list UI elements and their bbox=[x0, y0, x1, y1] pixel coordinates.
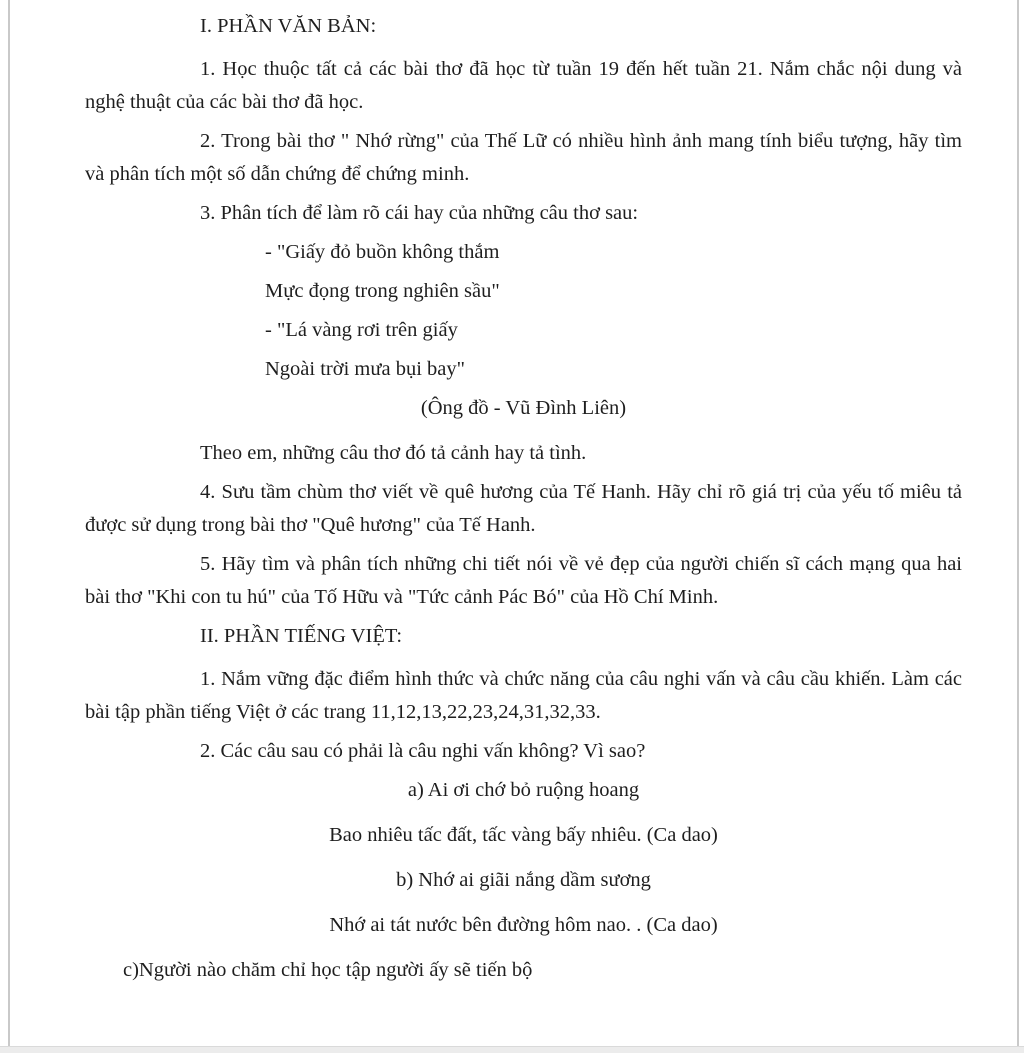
section-heading-tieng-viet: II. PHẦN TIẾNG VIỆT: bbox=[200, 625, 403, 647]
section-heading-van-ban: I. PHẦN VĂN BẢN: bbox=[200, 15, 377, 37]
poem-line-4: Ngoài trời mưa bụi bay" bbox=[265, 358, 465, 380]
tieng-viet-item-1: 1. Nắm vững đặc điểm hình thức và chức năng của câu nghi vấn và câu cầu khiến. Làm các bài tập phần tiếng Việt ở các trang 11,12,13,22,23,24,31,32,33. bbox=[85, 668, 962, 723]
example-b-line-1: b) Nhớ ai giãi nắng dầm sương bbox=[396, 869, 651, 891]
task-item-1: 1. Học thuộc tất cả các bài thơ đã học từ tuần 19 đến hết tuần 21. Nắm chắc nội dung và nghệ thuật của các bài thơ đã học. bbox=[85, 58, 962, 113]
example-b-line-2: Nhớ ai tát nước bên đường hôm nao. . (Ca dao) bbox=[329, 914, 718, 936]
poem-line-3: - "Lá vàng rơi trên giấy bbox=[265, 319, 458, 341]
tieng-viet-item-2: 2. Các câu sau có phải là câu nghi vấn không? Vì sao? bbox=[200, 740, 646, 762]
example-a-line-2: Bao nhiêu tấc đất, tấc vàng bấy nhiêu. (Ca dao) bbox=[329, 824, 718, 846]
example-a-line-1: a) Ai ơi chớ bỏ ruộng hoang bbox=[407, 779, 640, 801]
poem-attribution: (Ông đồ - Vũ Đình Liên) bbox=[420, 397, 627, 419]
page-bottom-edge bbox=[0, 1046, 1024, 1053]
task-item-3: 3. Phân tích để làm rõ cái hay của những câu thơ sau: bbox=[200, 202, 639, 224]
task-item-2: 2. Trong bài thơ " Nhớ rừng" của Thế Lữ có nhiều hình ảnh mang tính biểu tượng, hãy tìm và phân tích một số dẫn chứng để chứng minh. bbox=[85, 130, 962, 185]
example-c-line: c)Người nào chăm chỉ học tập người ấy sẽ tiến bộ bbox=[123, 959, 533, 981]
task-item-5: 5. Hãy tìm và phân tích những chi tiết nói về vẻ đẹp của người chiến sĩ cách mạng qua hai bài thơ "Khi con tu hú" của Tố Hữu và "Tức cảnh Pác Bó" của Hồ Chí Minh. bbox=[85, 553, 962, 608]
poem-line-2: Mực đọng trong nghiên sầu" bbox=[265, 280, 500, 302]
task-item-3-question: Theo em, những câu thơ đó tả cảnh hay tả tình. bbox=[200, 442, 587, 464]
task-item-4: 4. Sưu tầm chùm thơ viết về quê hương của Tế Hanh. Hãy chỉ rõ giá trị của yếu tố miêu tả được sử dụng trong bài thơ "Quê hương" của Tế Hanh. bbox=[85, 481, 962, 536]
poem-line-1: - "Giấy đỏ buồn không thắm bbox=[265, 241, 500, 263]
